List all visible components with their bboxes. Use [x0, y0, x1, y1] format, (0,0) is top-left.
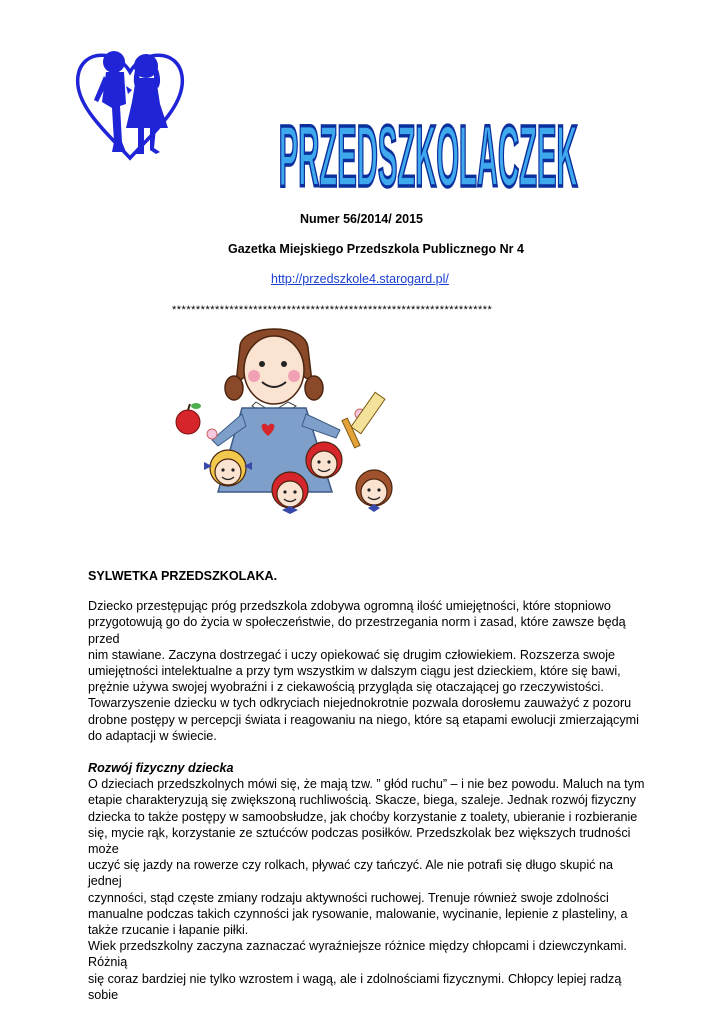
body-line: uczyć się jazdy na rowerze czy rolkach, pływać czy tańczyć. Ale nie potrafi się długo skupić na jednej	[88, 858, 613, 889]
body-line: etapie charakteryzują się zwiększoną ruchliwością. Skacze, biega, szaleje. Jednak rozwój fizyczny	[88, 793, 637, 808]
article-subheading: Rozwój fizyczny dziecka	[88, 761, 234, 776]
separator-line: *******************************************************************	[172, 304, 493, 316]
intro-line: przygotowują go do życia w społeczeństwie, do przestrzegania norm i zasad, które zawsze będą przed	[88, 615, 626, 646]
article	[88, 568, 648, 1003]
body-line: dziecka to także postępy w samoobsłudze, jak choćby korzystanie z toalety, ubieranie i rozbieranie	[88, 809, 638, 824]
heart-children-silhouette-icon	[68, 42, 192, 166]
teacher-with-children-illustration	[172, 322, 402, 522]
intro-line: umiejętności intelektualne a przy tym wszystkim w dalszym ciągu jest dzieckiem, które się bawi,	[88, 664, 621, 679]
body-line: także rzucanie i łapanie piłki.	[88, 923, 249, 938]
intro-line: prężnie używa swojej wyobraźni i z ciekawością przygląda się otaczającej go rzeczywistości.	[88, 680, 604, 695]
intro-line: Towarzyszenie dziecku w tych odkryciach niejednokrotnie pozwala dorosłemu zauważyć z pozoru	[88, 696, 632, 711]
issue-number: Numer 56/2014/ 2015	[300, 212, 424, 226]
intro-line: do adaptacji w świecie.	[88, 728, 217, 743]
svg-text:PRZEDSZKOLACZEK: PRZEDSZKOLACZEK	[278, 108, 578, 206]
article-heading: SYLWETKA PRZEDSZKOLAKA.	[88, 569, 278, 583]
body-line: manualne podczas takich czynności jak rysowanie, malowanie, wycinanie, lepienie z plasteliny, a	[88, 906, 628, 921]
masthead-title	[268, 62, 598, 212]
website-link[interactable]: http://przedszkole4.starogard.pl/	[271, 272, 449, 286]
intro-line: Dziecko przestępując próg przedszkola zdobywa ogromną ilość umiejętności, które stopniowo	[88, 599, 611, 614]
body-line: czynności, stąd częste zmiany rodzaju aktywności ruchowej. Trenuje również swoje zdolności	[88, 890, 609, 905]
body-line: się coraz bardziej nie tylko wzrostem i wagą, ale i zdolnościami fizycznymi. Chłopcy lepiej radzą sobie	[88, 971, 622, 1002]
intro-line: drobne postępy w percepcji świata i reagowaniu na niego, które są etapami ewolucji zmierzającymi	[88, 712, 639, 727]
body-line: Wiek przedszkolny zaczyna zaznaczać wyraźniejsze różnice między chłopcami i dziewczynkami. Różnią	[88, 939, 627, 970]
intro-line: nim stawiane. Zaczyna dostrzegać i uczy opiekować się drugim człowiekiem. Rozszerza swoje	[88, 647, 616, 662]
body-line: się, mycie rąk, korzystanie ze sztućców podczas posiłków. Przedszkolak bez większych trudności może	[88, 825, 631, 857]
gazette-name: Gazetka Miejskiego Przedszkola Publicznego Nr 4	[228, 242, 524, 256]
body-line: O dzieciach przedszkolnych mówi się, że mają tzw. ” głód ruchu” – i nie bez powodu. Maluch na tym	[88, 777, 645, 792]
